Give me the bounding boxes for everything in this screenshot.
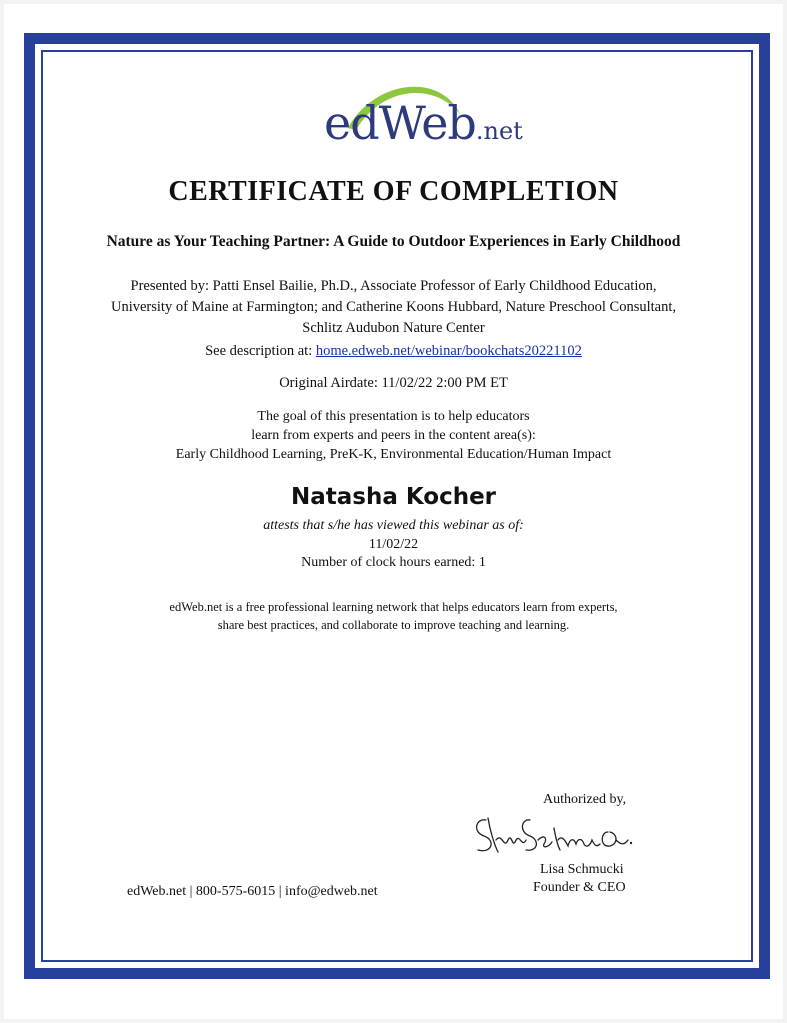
- clock-hours: Number of clock hours earned: 1: [301, 555, 486, 570]
- signer-name: Lisa Schmucki: [540, 862, 624, 877]
- signer-role: Founder & CEO: [533, 880, 626, 895]
- certificate-title: CERTIFICATE OF COMPLETION: [168, 176, 619, 207]
- logo-ed-text: ed: [324, 96, 379, 150]
- goal-line: The goal of this presentation is to help educators: [257, 409, 530, 424]
- webinar-title: Nature as Your Teaching Partner: A Guide to Outdoor Experiences in Early Childhood: [106, 233, 681, 250]
- description-link[interactable]: home.edweb.net/webinar/bookchats20221102: [315, 343, 582, 359]
- attests-text: attests that s/he has viewed this webinar as of:: [263, 518, 524, 533]
- goal-line: learn from experts and peers in the content area(s):: [251, 428, 536, 443]
- signature-image: [468, 810, 636, 860]
- goal-line: Early Childhood Learning, PreK-K, Environmental Education/Human Impact: [175, 447, 612, 462]
- completion-date: 11/02/22: [368, 537, 419, 552]
- presenters-text: Presented by: Patti Ensel Bailie, Ph.D., Associate Professor of Early Childhood Education, University of Maine at Farmington; and Catherine Koons Hubbard, Nature Preschool Consultant, Schlitz Audubon Nature Center: [111, 278, 676, 336]
- logo-wordmark: [324, 96, 523, 150]
- goal-statement: [90, 407, 697, 464]
- original-airdate: Original Airdate: 11/02/22 2:00 PM ET: [279, 375, 508, 391]
- logo-net-text: .net: [475, 117, 523, 145]
- recipient-name: Natasha Kocher: [290, 484, 497, 510]
- about-edweb: edWeb.net is a free professional learning network that helps educators learn from experts, share best practices, and collaborate to improve teaching and learning.: [169, 600, 618, 632]
- edweb-logo: [322, 82, 522, 162]
- contact-info: edWeb.net | 800-575-6015 | info@edweb.net: [127, 884, 378, 899]
- logo-web-text: Web: [378, 96, 476, 150]
- authorized-by: Authorized by,: [543, 792, 627, 807]
- description-label: See description at:: [205, 343, 316, 359]
- description-line: [90, 341, 697, 362]
